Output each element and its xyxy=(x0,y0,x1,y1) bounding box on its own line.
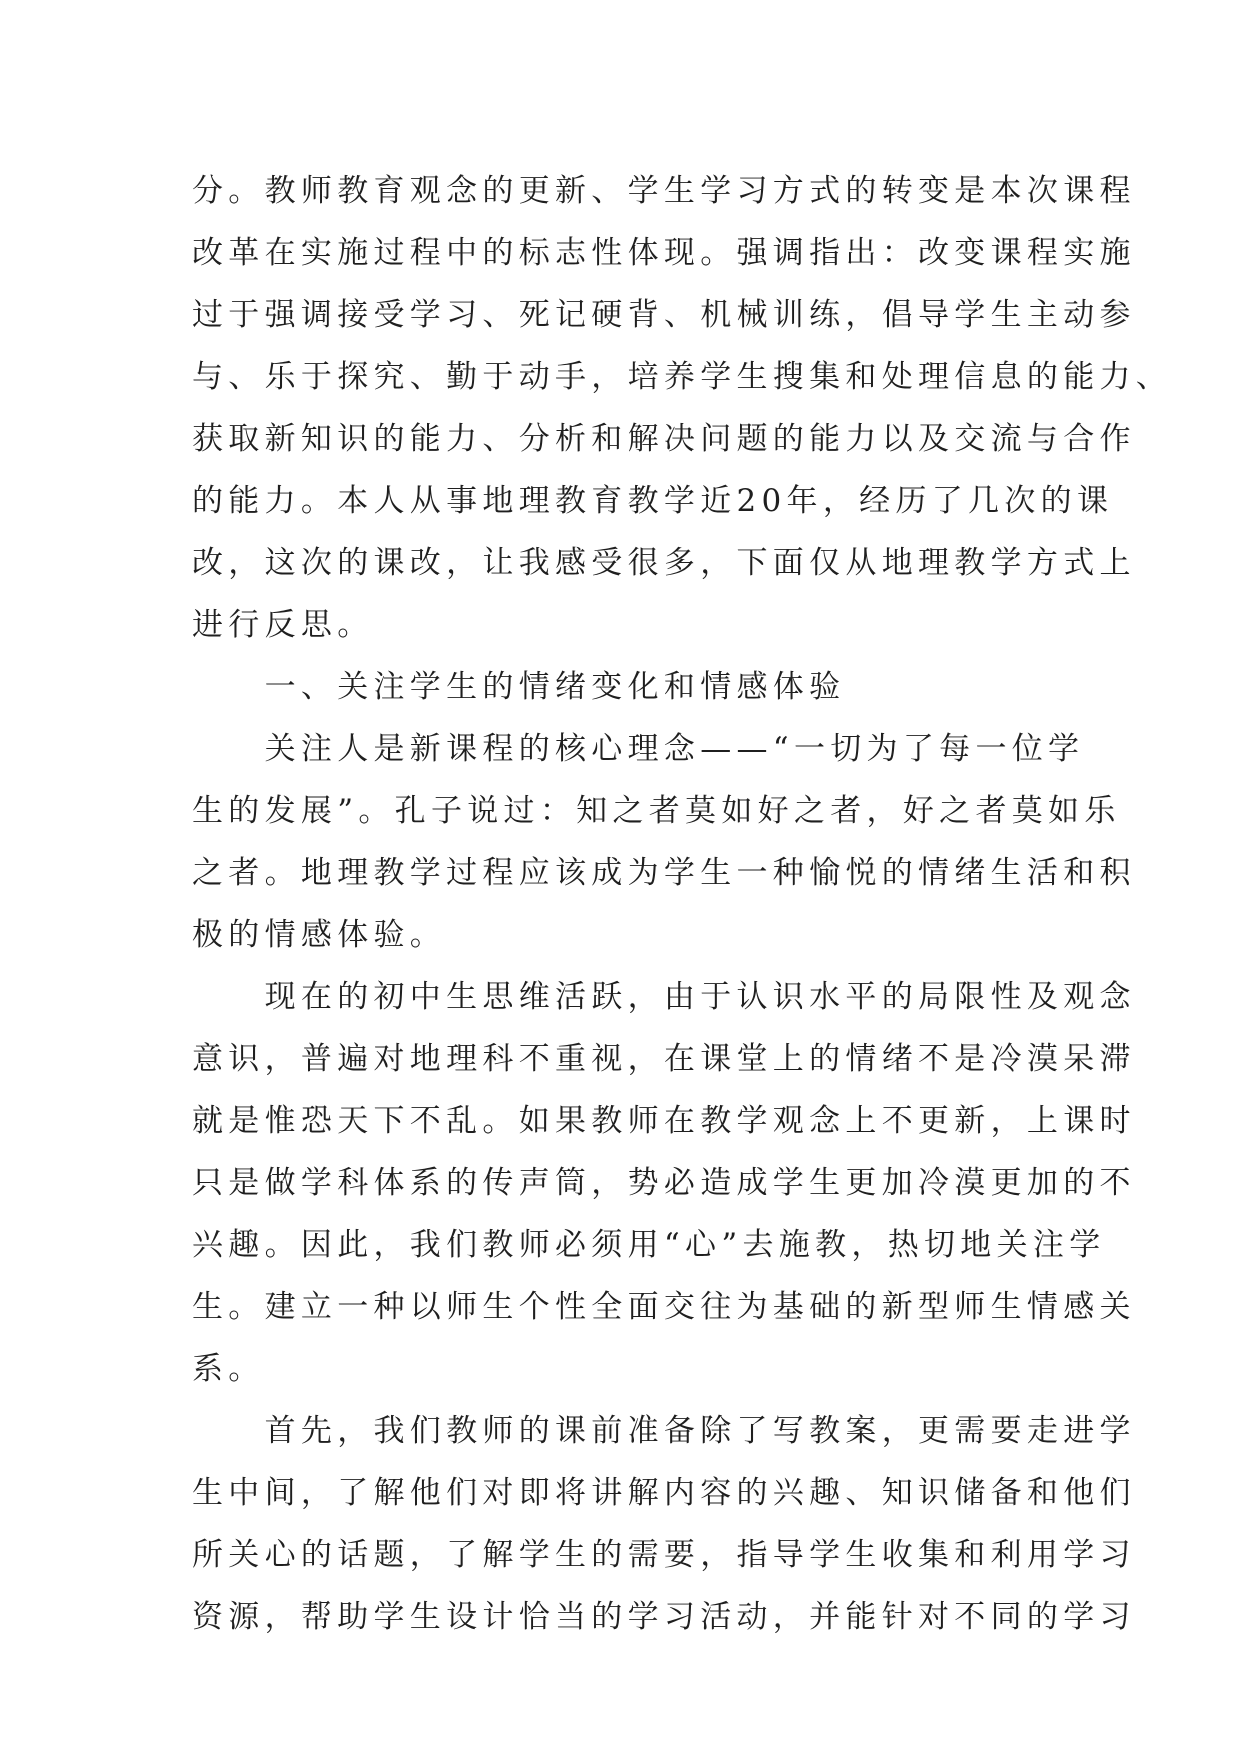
text-line: 获取新知识的能力、分析和解决问题的能力以及交流与合作 xyxy=(192,421,1136,457)
text-line: 现在的初中生思维活跃，由于认识水平的局限性及观念 xyxy=(192,979,1136,1015)
text-line: 就是惟恐天下不乱。如果教师在教学观念上不更新，上课时 xyxy=(192,1103,1136,1139)
text-line: 生的发展”。孔子说过：知之者莫如好之者，好之者莫如乐 xyxy=(192,793,1121,829)
text-line: 系。 xyxy=(192,1351,265,1387)
text-line: 资源，帮助学生设计恰当的学习活动，并能针对不同的学习 xyxy=(192,1599,1136,1635)
text-line: 之者。地理教学过程应该成为学生一种愉悦的情绪生活和积 xyxy=(192,855,1136,891)
text-line: 首先，我们教师的课前准备除了写教案，更需要走进学 xyxy=(192,1413,1136,1449)
body-text xyxy=(192,160,1173,1648)
text-line: 关注人是新课程的核心理念——“一切为了每一位学 xyxy=(192,731,1085,767)
text-line: 兴趣。因此，我们教师必须用“心”去施教，热切地关注学 xyxy=(192,1227,1106,1263)
text-line: 进行反思。 xyxy=(192,607,374,643)
text-line: 生。建立一种以师生个性全面交往为基础的新型师生情感关 xyxy=(192,1289,1136,1325)
text-line: 过于强调接受学习、死记硬背、机械训练，倡导学生主动参 xyxy=(192,297,1136,333)
text-line: 分。教师教育观念的更新、学生学习方式的转变是本次课程 xyxy=(192,173,1136,209)
text-line: 只是做学科体系的传声筒，势必造成学生更加冷漠更加的不 xyxy=(192,1165,1136,1201)
text-line: 改，这次的课改，让我感受很多，下面仅从地理教学方式上 xyxy=(192,545,1136,581)
text-line: 意识，普遍对地理科不重视，在课堂上的情绪不是冷漠呆滞 xyxy=(192,1041,1136,1077)
text-line: 极的情感体验。 xyxy=(192,917,447,953)
text-line: 改革在实施过程中的标志性体现。强调指出：改变课程实施 xyxy=(192,235,1136,271)
section-heading: 一、关注学生的情绪变化和情感体验 xyxy=(192,669,846,705)
text-line: 的能力。本人从事地理教育教学近20年，经历了几次的课 xyxy=(192,483,1114,519)
text-line: 生中间，了解他们对即将讲解内容的兴趣、知识储备和他们 xyxy=(192,1475,1136,1511)
text-line: 与、乐于探究、勤于动手，培养学生搜集和处理信息的能力、 xyxy=(192,359,1173,395)
text-line: 所关心的话题，了解学生的需要，指导学生收集和利用学习 xyxy=(192,1537,1136,1573)
